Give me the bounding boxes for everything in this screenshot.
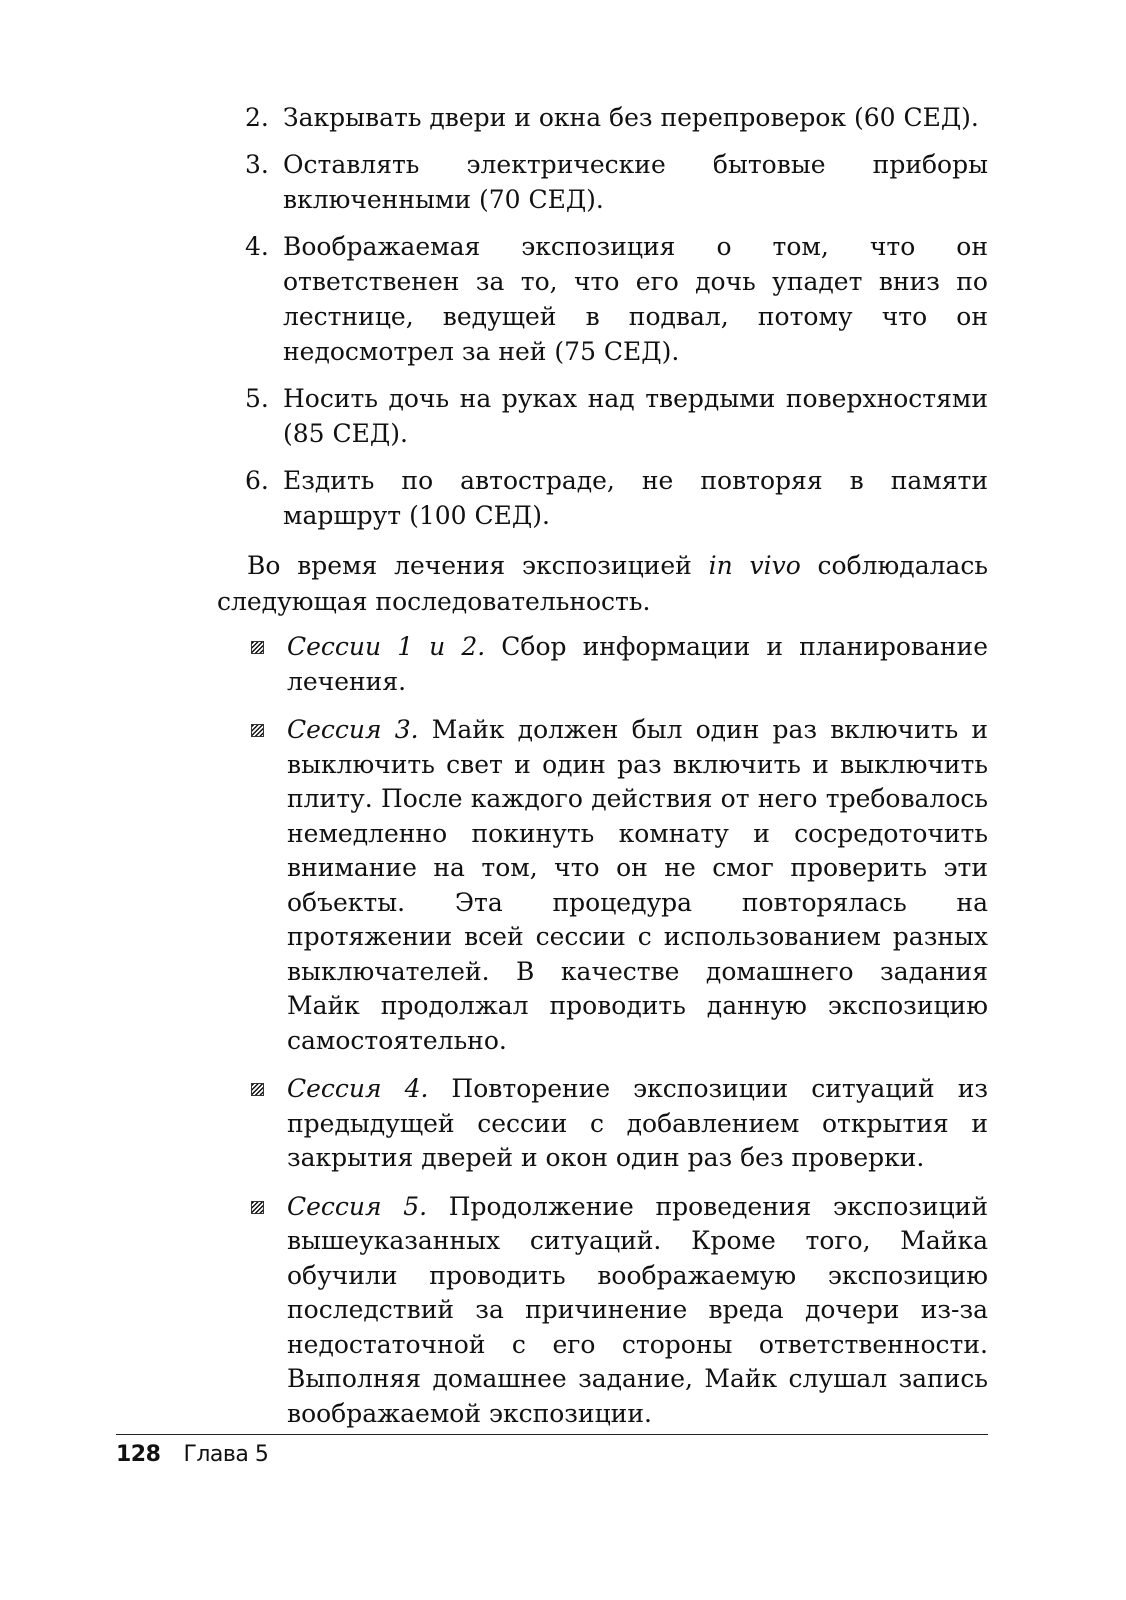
item-number: 5. xyxy=(245,384,269,413)
session-list xyxy=(243,630,988,1445)
session-item xyxy=(243,630,988,699)
session-text: Майк должен был один раз включить и выключить свет и один раз включить и выключить плиту. После каждого действия от него требовалось немедленно покинуть комнату и сосредоточить внимание на том, что он не смог проверить эти объекты. Эта процедура повторялась на протяжении всей сессии с использованием разных выключателей. В качестве домашнего задания Майк продолжал проводить данную экспозицию самостоятельно. xyxy=(287,715,988,1055)
session-title: Сессии 1 и 2. xyxy=(287,632,486,661)
list-item xyxy=(243,463,988,533)
session-text: Сбор информации и планирование лечения. xyxy=(287,632,989,696)
session-item xyxy=(243,1072,988,1176)
body-paragraph xyxy=(217,548,988,620)
item-text: Воображаемая экспозиция о том, что он ответственен за то, что его дочь упадет вниз по лестнице, ведущей в подвал, потому что он недосмотрел за ней (75 СЕД). xyxy=(283,232,988,366)
session-text: Повторение экспозиции ситуаций из предыдущей сессии с добавлением открытия и закрытия дверей и окон один раз без проверки. xyxy=(287,1074,988,1172)
paragraph-text-before: Во время лечения экспозицией xyxy=(247,551,709,580)
item-number: 3. xyxy=(245,150,269,179)
item-number: 6. xyxy=(245,466,269,495)
item-text: Закрывать двери и окна без перепроверок (60 СЕД). xyxy=(283,103,979,132)
session-item xyxy=(243,1190,988,1432)
session-title: Сессия 4. xyxy=(287,1074,429,1103)
numbered-list xyxy=(243,100,988,545)
item-number: 2. xyxy=(245,103,269,132)
item-number: 4. xyxy=(245,232,269,261)
list-item xyxy=(243,229,988,369)
paragraph-emphasis: in vivo xyxy=(708,551,801,580)
page-footer xyxy=(116,1440,268,1470)
list-item xyxy=(243,100,988,135)
item-text: Ездить по автостраде, не повторяя в памяти маршрут (100 СЕД). xyxy=(283,466,988,530)
item-text: Носить дочь на руках над твердыми поверхностями (85 СЕД). xyxy=(283,384,988,448)
footer-divider xyxy=(116,1434,988,1435)
page-number: 128 xyxy=(116,1442,161,1467)
session-title: Сессия 5. xyxy=(287,1191,428,1221)
list-item xyxy=(243,381,988,451)
session-text: Продолжение проведения экспозиций вышеуказанных ситуаций. Кроме того, Майка обучили проводить воображаемую экспозицию последствий за причинение вреда дочери из-за недостаточной с его стороны ответственности. Выполняя домашнее задание, Майк слушал запись воображаемой экспозиции. xyxy=(287,1191,988,1428)
paragraph-text-after: соблюдалась следующая последовательность. xyxy=(217,551,988,616)
square-bullet-icon xyxy=(251,1083,264,1096)
square-bullet-icon xyxy=(251,724,264,737)
session-title: Сессия 3. xyxy=(287,715,419,744)
chapter-label: Глава 5 xyxy=(183,1442,269,1467)
list-item xyxy=(243,147,988,217)
session-item xyxy=(243,713,988,1058)
square-bullet-icon xyxy=(251,1201,264,1214)
square-bullet-icon xyxy=(251,641,264,654)
item-text: Оставлять электрические бытовые приборы включенными (70 СЕД). xyxy=(283,150,988,214)
